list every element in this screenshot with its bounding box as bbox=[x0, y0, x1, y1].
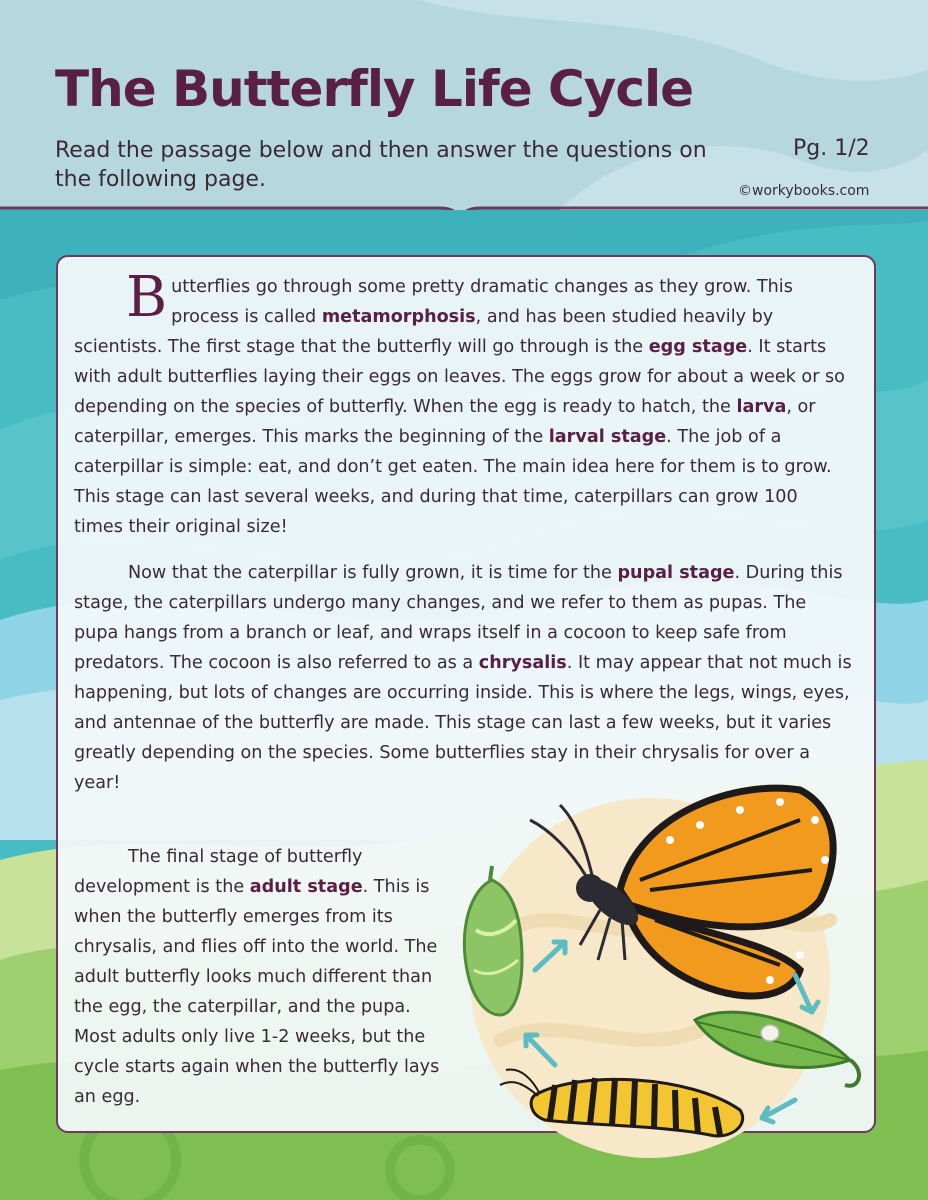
keyword-egg-stage: egg stage bbox=[648, 337, 748, 357]
page-number: Pg. 1/2 bbox=[793, 136, 870, 161]
keyword-adult-stage: adult stage bbox=[249, 877, 363, 897]
drop-cap: B bbox=[126, 265, 168, 330]
instructions-text: Read the passage below and then answer the questions on the following page. bbox=[55, 138, 707, 192]
page-title: The Butterfly Life Cycle bbox=[55, 60, 694, 118]
paragraph-2: Now that the caterpillar is fully grown, it is time for the pupal stage. During this stage, the caterpillars undergo many changes, and we refer to them as pupas. The pupa hangs from a branch or leaf, and wraps itself in a cocoon to keep safe from predators. The cocoon is also referred to as a chrysalis. It may appear that not much is happening, but lots of changes are occurring inside. This is where the legs, wings, eyes, and antennae of the butterfly are made. This stage can last a few weeks, but it varies greatly depending on the species. Some butterflies stay in their chrysalis for over a year! bbox=[74, 563, 852, 793]
paragraph-3: The final stage of butterfly development is the adult stage. This is when the butterfly emerges from its chrysalis, and flies off into the world. The adult butterfly looks much different than the egg, the caterpillar, and the pupa. Most adults only live 1-2 weeks, but the cycle starts again when the butterfly lays an egg. bbox=[74, 847, 440, 1107]
keyword-metamorphosis: metamorphosis bbox=[321, 307, 476, 327]
keyword-pupal-stage: pupal stage bbox=[617, 563, 735, 583]
life-cycle-illustration bbox=[440, 780, 880, 1160]
keyword-larval-stage: larval stage bbox=[548, 427, 667, 447]
keyword-larva: larva bbox=[736, 397, 787, 417]
paragraph-1: Butterflies go through some pretty dramatic changes as they grow. This process is called metamorphosis, and has been studied heavily by scientists. The first stage that the butterfly will go through is the egg stage. It starts with adult butterflies laying their eggs on leaves. The eggs grow for about a week or so depending on the species of butterfly. When the egg is ready to hatch, the larva, or caterpillar, emerges. This marks the beginning of the larval stage. The job of a caterpillar is simple: eat, and don’t get eaten. The main idea here for them is to grow. This stage can last several weeks, and during that time, caterpillars can grow 100 times their original size! bbox=[74, 265, 845, 537]
copyright-text: ©workybooks.com bbox=[738, 183, 870, 199]
keyword-chrysalis: chrysalis bbox=[478, 653, 567, 673]
